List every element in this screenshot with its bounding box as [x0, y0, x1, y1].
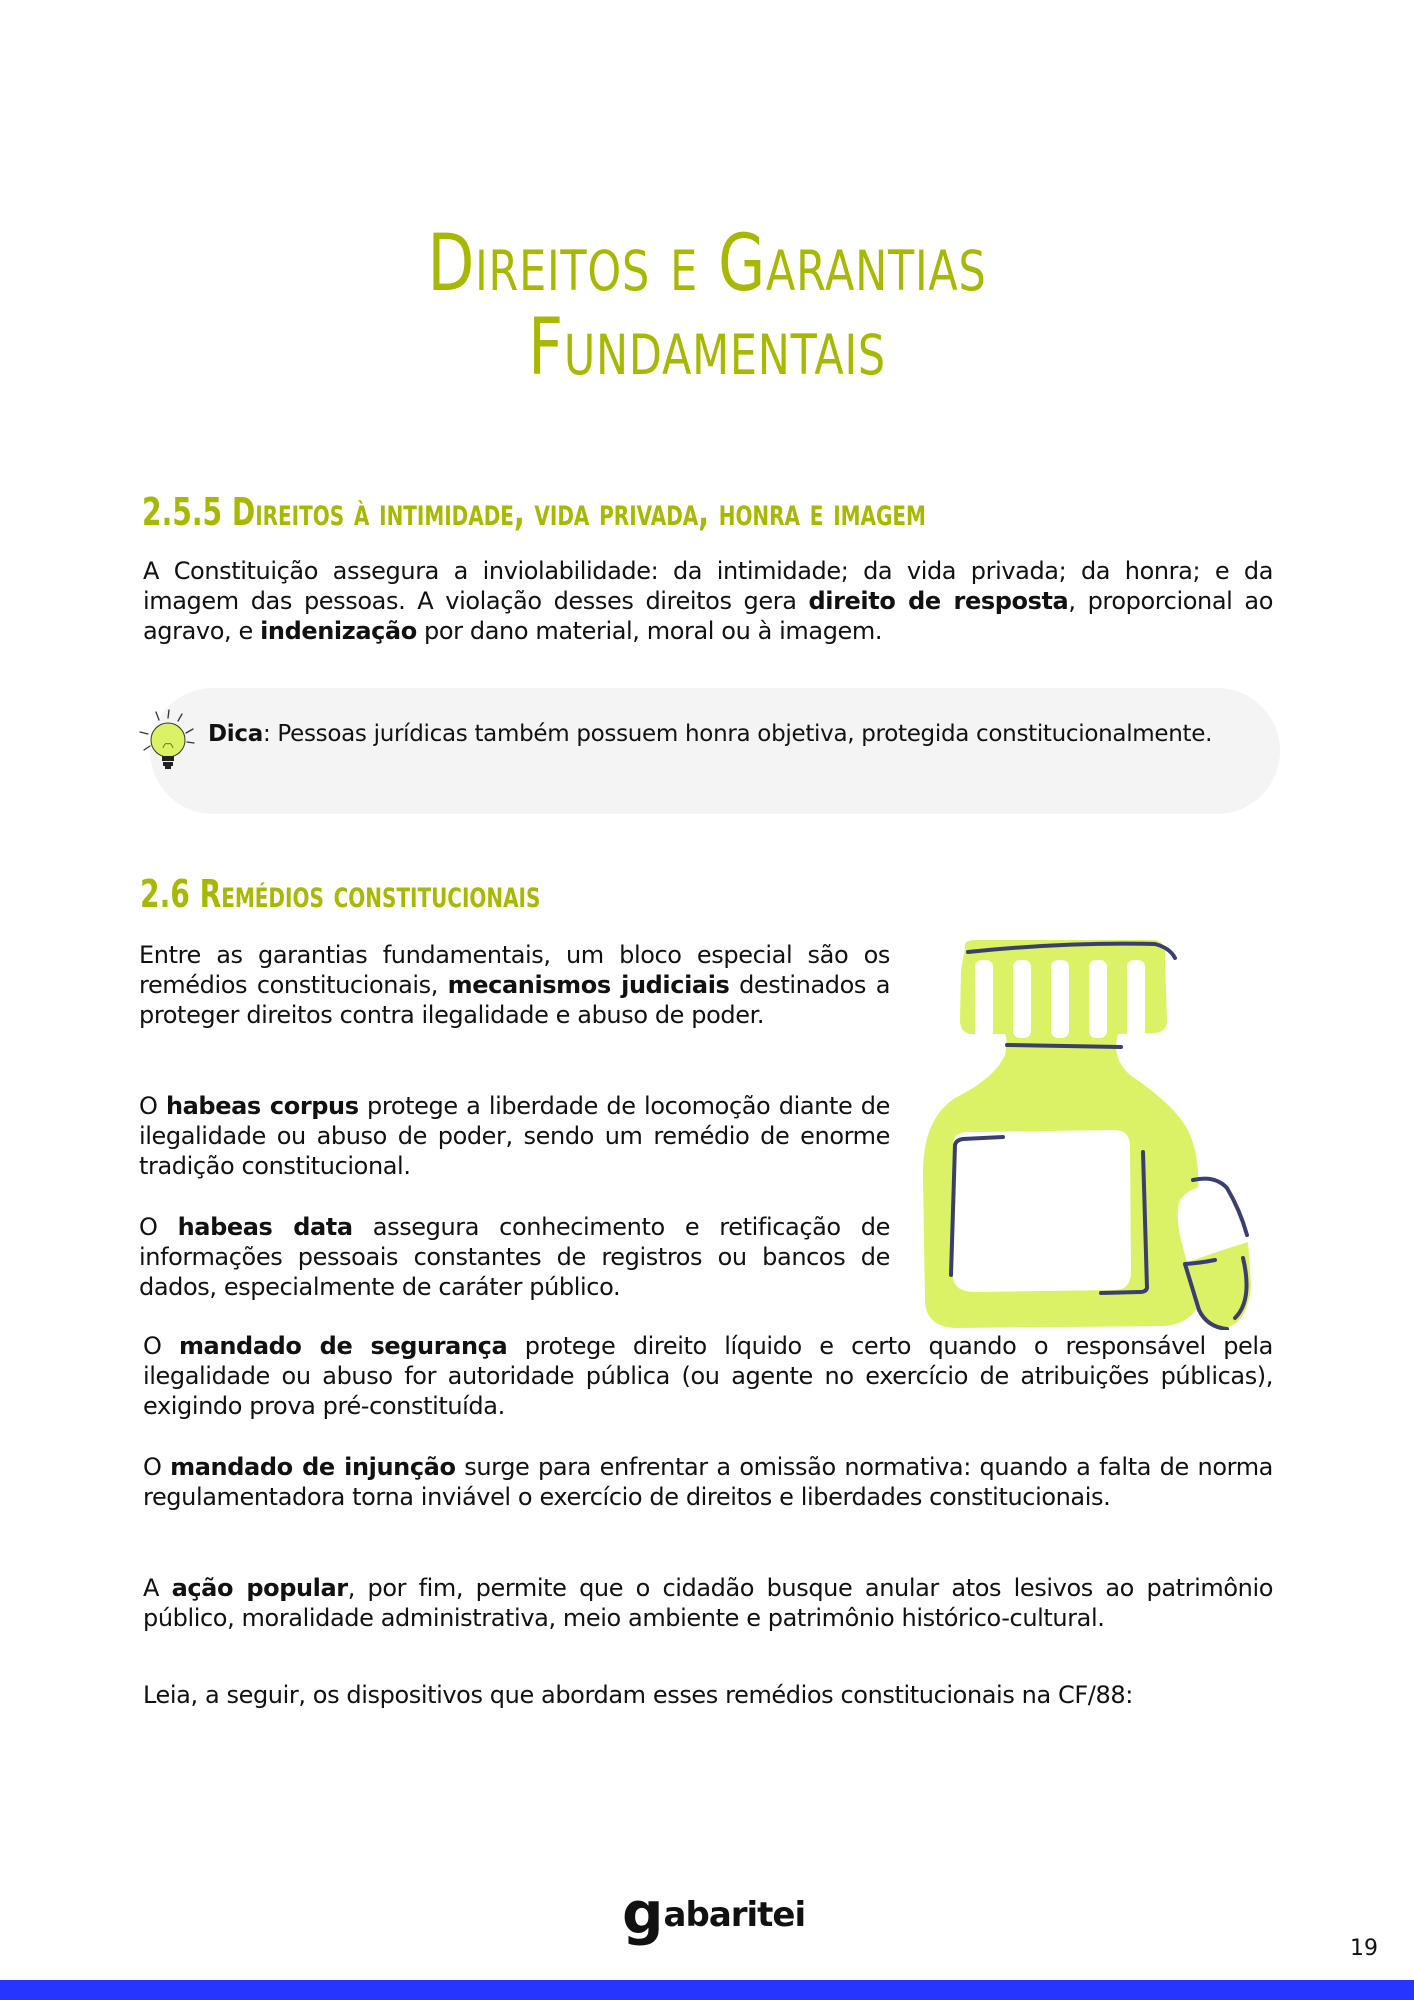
lightbulb-icon [136, 708, 206, 780]
page-number: 19 [1350, 1936, 1378, 1961]
emphasis-direito-resposta: direito de resposta [808, 587, 1069, 615]
emphasis-mecanismos-judiciais: mecanismos judiciais [447, 971, 730, 999]
page-title-line-2: Fundamentais [528, 303, 886, 393]
medicine-bottle-illustration [915, 930, 1255, 1330]
emphasis-acao-popular: ação popular [171, 1574, 348, 1602]
paragraph-remedios-intro: Entre as garantias fundamentais, um bloco especial são os remédios constitucionais, mecanismos judiciais destinados a proteger direitos contra ilegalidade e abuso de poder. [139, 941, 890, 1029]
page-title [156, 219, 1259, 393]
emphasis-habeas-corpus: habeas corpus [165, 1092, 359, 1120]
logo-text: abaritei [663, 1895, 806, 1935]
emphasis-mandado-seguranca: mandado de segurança [178, 1332, 508, 1360]
paragraph-habeas-corpus: O habeas corpus protege a liberdade de locomoção diante de ilegalidade ou abuso de poder, sendo um remédio de enorme tradição constitucional. [139, 1092, 890, 1180]
tip-box [150, 688, 1280, 814]
paragraph-mandado-injuncao: O mandado de injunção surge para enfrentar a omissão normativa: quando a falta de norma regulamentadora torna inviável o exercício de direitos e liberdades constitucionais. [143, 1453, 1273, 1511]
section-heading-255: 2.5.5 Direitos à intimidade, vida privada, honra e imagem [142, 490, 926, 534]
gabaritei-logo [622, 1879, 806, 1947]
tip-label: Dica [208, 721, 263, 747]
footer-bar [0, 1980, 1414, 2000]
paragraph-mandado-seguranca: O mandado de segurança protege direito líquido e certo quando o responsável pela ilegalidade ou abuso for autoridade pública (ou agente no exercício de atribuições públicas), exigindo prova pré-constituída. [143, 1332, 1273, 1420]
tip-text: Dica: Pessoas jurídicas também possuem honra objetiva, protegida constitucionalmente. [208, 721, 1213, 747]
logo-g: g [622, 1879, 663, 1947]
paragraph-acao-popular: A ação popular, por fim, permite que o cidadão busque anular atos lesivos ao patrimônio público, moralidade administrativa, meio ambiente e patrimônio histórico-cultural. [143, 1574, 1274, 1632]
emphasis-mandado-injuncao: mandado de injunção [170, 1453, 456, 1481]
paragraph-intimidade: A Constituição assegura a inviolabilidade: da intimidade; da vida privada; da honra; e da imagem das pessoas. A violação desses direitos gera direito de resposta, proporcional ao agravo, e indenização por dano material, moral ou à imagem. [143, 557, 1273, 645]
paragraph-closing: Leia, a seguir, os dispositivos que abordam esses remédios constitucionais na CF/88: [143, 1681, 1133, 1709]
emphasis-habeas-data: habeas data [177, 1213, 353, 1241]
emphasis-indenizacao: indenização [260, 617, 417, 645]
page-title-line-1: Direitos e Garantias [427, 219, 987, 309]
section-heading-26: 2.6 Remédios constitucionais [140, 872, 541, 916]
paragraph-habeas-data: O habeas data assegura conhecimento e retificação de informações pessoais constantes de registros ou bancos de dados, especialmente de caráter público. [139, 1213, 890, 1301]
